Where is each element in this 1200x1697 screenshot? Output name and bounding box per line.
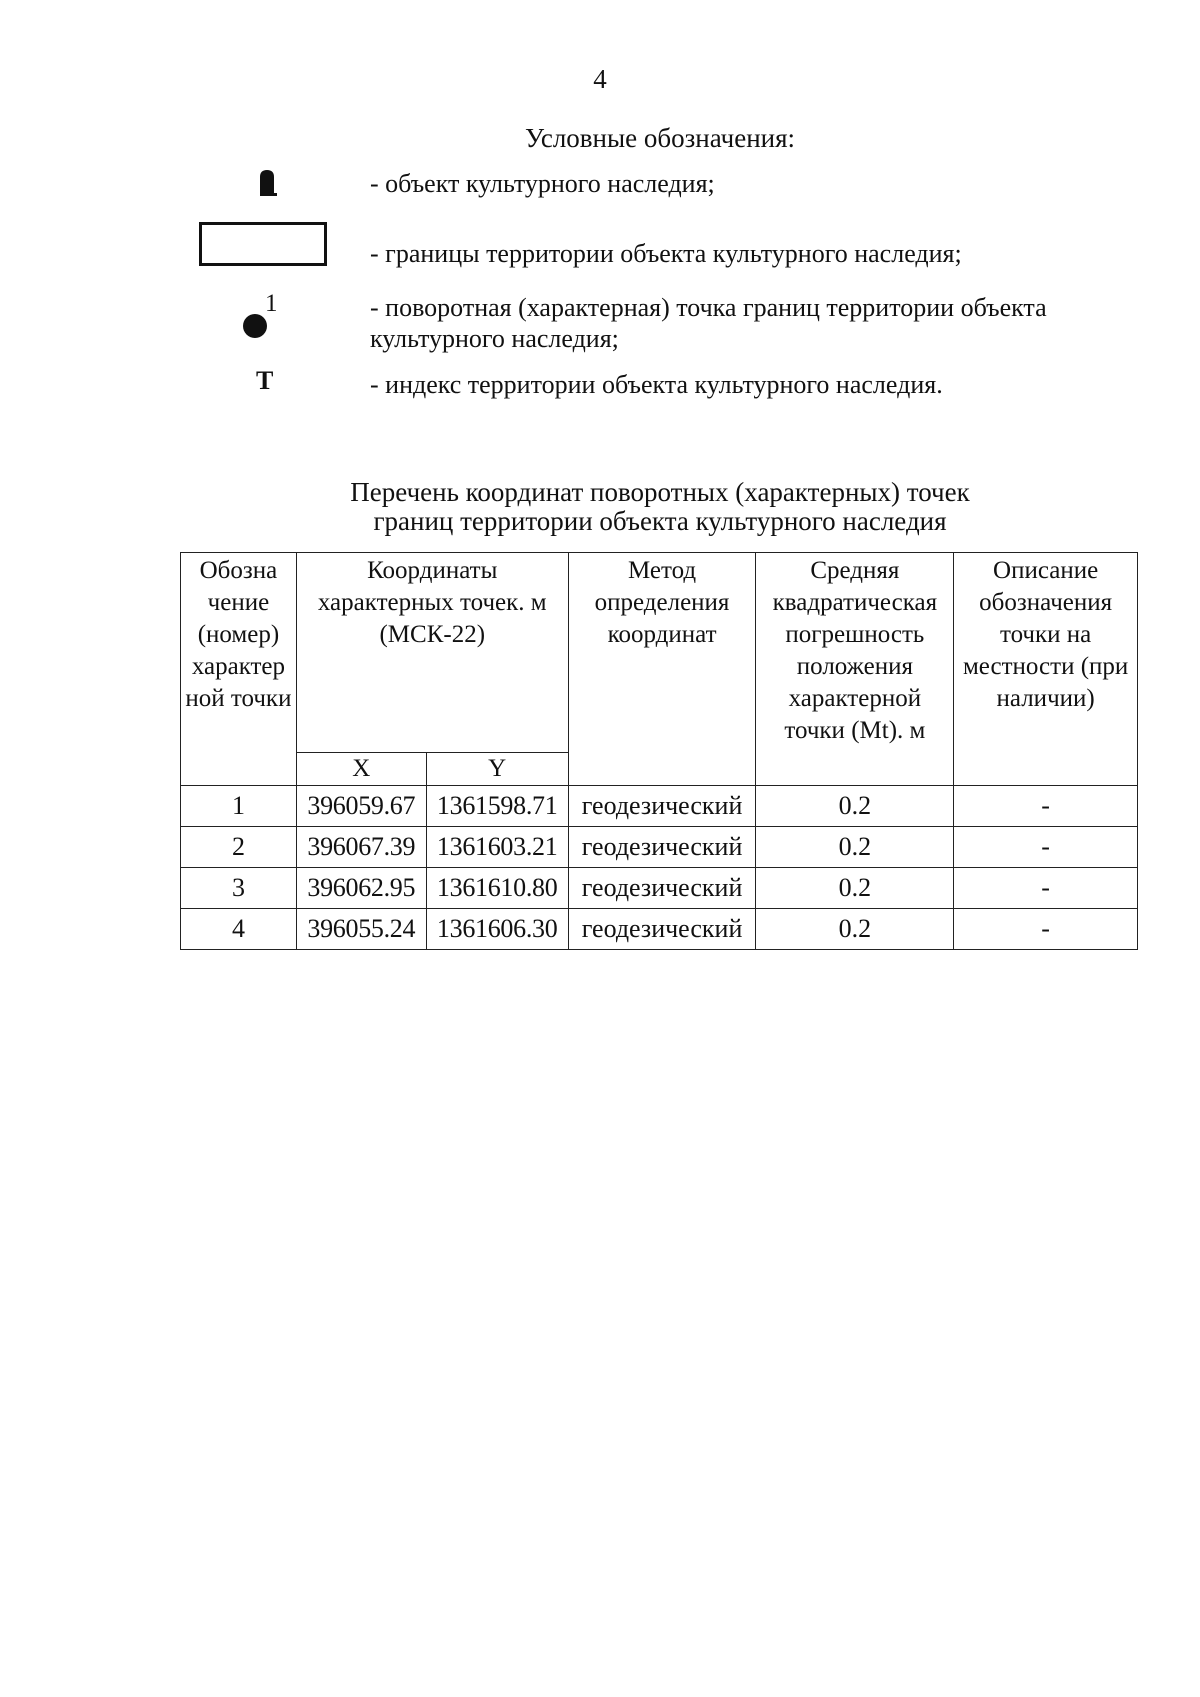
legend-item-monument-text: - объект культурного наследия; bbox=[370, 169, 715, 198]
cell-method: геодезический bbox=[568, 868, 756, 909]
cell-description: - bbox=[954, 909, 1138, 950]
cell-error: 0.2 bbox=[756, 909, 954, 950]
cell-id: 2 bbox=[181, 827, 297, 868]
cell-id: 3 bbox=[181, 868, 297, 909]
monument-icon bbox=[258, 169, 278, 197]
legend-item-point-text: - поворотная (характерная) точка границ территории объекта культурного наследия; bbox=[370, 293, 1047, 353]
cell-id: 1 bbox=[181, 786, 297, 827]
cell-method: геодезический bbox=[568, 786, 756, 827]
table-row bbox=[181, 909, 1138, 950]
cell-error: 0.2 bbox=[756, 868, 954, 909]
cell-x: 396062.95 bbox=[296, 868, 426, 909]
table-row bbox=[181, 786, 1138, 827]
header-designation: Обозна чение (номер) характер ной точки bbox=[181, 553, 297, 786]
cell-x: 396059.67 bbox=[296, 786, 426, 827]
cell-method: геодезический bbox=[568, 909, 756, 950]
turning-point-icon bbox=[240, 290, 280, 342]
cell-error: 0.2 bbox=[756, 827, 954, 868]
cell-y: 1361598.71 bbox=[426, 786, 568, 827]
cell-error: 0.2 bbox=[756, 786, 954, 827]
cell-description: - bbox=[954, 868, 1138, 909]
table-row bbox=[181, 827, 1138, 868]
legend-title: Условные обозначения: bbox=[524, 123, 796, 153]
boundary-rectangle-icon bbox=[199, 222, 327, 266]
page-number: 4 bbox=[593, 64, 607, 94]
legend-item-boundary-text: - границы территории объекта культурного наследия; bbox=[370, 239, 962, 268]
table-row bbox=[181, 868, 1138, 909]
cell-y: 1361606.30 bbox=[426, 909, 568, 950]
cell-x: 396055.24 bbox=[296, 909, 426, 950]
header-y: Y bbox=[426, 753, 568, 786]
legend-item-index-text: - индекс территории объекта культурного наследия. bbox=[370, 370, 943, 399]
cell-id: 4 bbox=[181, 909, 297, 950]
cell-method: геодезический bbox=[568, 827, 756, 868]
cell-description: - bbox=[954, 827, 1138, 868]
cell-description: - bbox=[954, 786, 1138, 827]
turning-point-label: 1 bbox=[265, 290, 278, 317]
table-title-line1: Перечень координат поворотных (характерных) точек bbox=[350, 477, 970, 507]
cell-y: 1361610.80 bbox=[426, 868, 568, 909]
cell-y: 1361603.21 bbox=[426, 827, 568, 868]
header-method: Метод определения координат bbox=[568, 553, 756, 786]
header-error: Средняя квадратическая погрешность положения характерной точки (Mt). м bbox=[756, 553, 954, 786]
coordinates-table bbox=[180, 552, 1138, 950]
cell-x: 396067.39 bbox=[296, 827, 426, 868]
table-title-line2: границ территории объекта культурного наследия bbox=[373, 506, 947, 536]
territory-index-symbol: Т bbox=[256, 366, 274, 395]
header-x: X bbox=[296, 753, 426, 786]
header-description: Описание обозначения точки на местности (при наличии) bbox=[954, 553, 1138, 786]
header-coordinates: Координаты характерных точек. м (МСК-22) bbox=[296, 553, 568, 753]
